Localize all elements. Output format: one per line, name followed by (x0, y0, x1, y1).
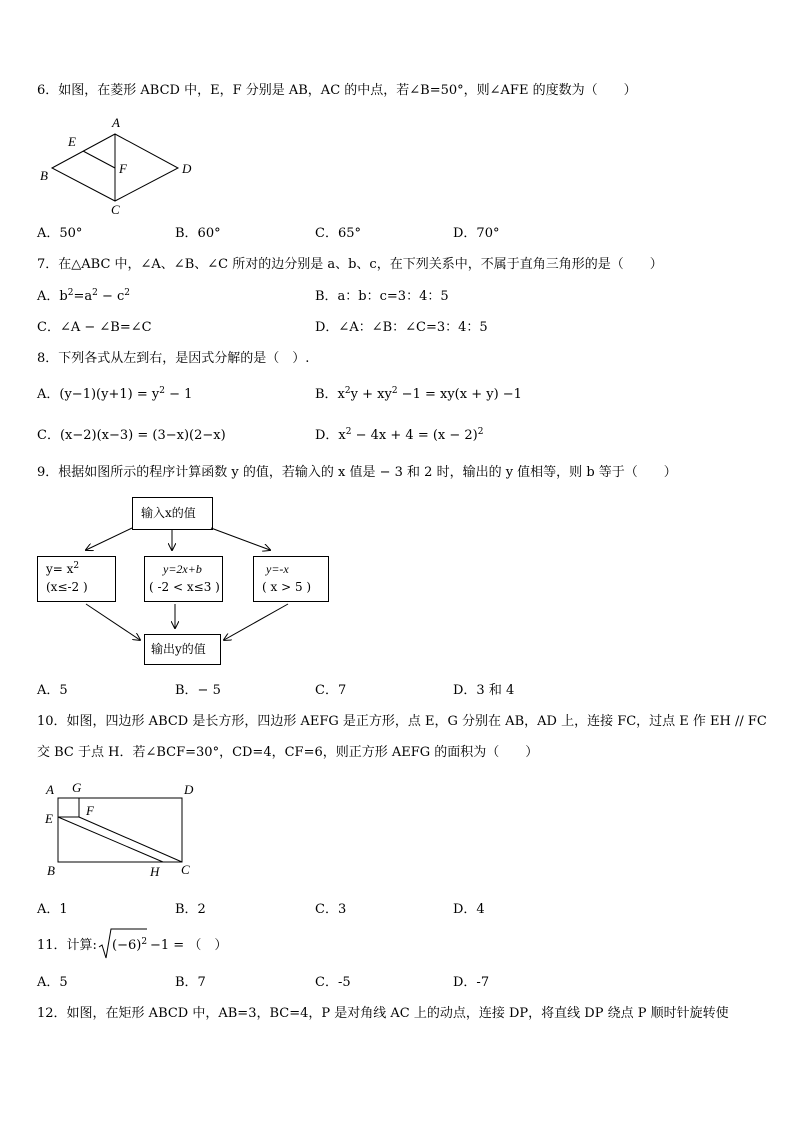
q9-stem: 9．根据如图所示的程序计算函数 y 的值，若输入的 x 值是 − 3 和 2 时，输出的 y 值相等，则 b 等于（ ） (37, 465, 677, 480)
flow-input-label: 输入x的值 (141, 506, 196, 520)
q8-option-d: D．$x^2 - 4x + 4 = (x - 2)^2$ (315, 427, 484, 443)
q10-stem-line1: 10．如图，四边形 ABCD 是长方形，四边形 AEFG 是正方形，点 E，G 分别在 AB，AD 上，连接 FC，过点 E 作 EH // FC (37, 714, 767, 729)
q10-label-g: G (72, 780, 82, 795)
q7-stem: 7．在△ABC 中，∠A、∠B、∠C 所对的边分别是 a、b、c，在下列关系中，不属于直角三角形的是（ ） (37, 257, 663, 272)
q7-option-a: A．$b^2=a^2 - c^2$ (37, 288, 131, 304)
q10-label-a: A (46, 782, 54, 797)
q10-label-c: C (181, 862, 190, 877)
q6-label-d: D (182, 161, 192, 176)
flow-branch3-condition: ( x > 5 ) (262, 580, 312, 594)
q8-option-a: A．$(y-1)(y+1) = y^2 - 1$ (37, 386, 193, 402)
q6-label-e: E (68, 134, 76, 149)
q10-label-b: B (47, 863, 55, 878)
q10-label-d: D (184, 782, 194, 797)
q9-option-c: C．7 (315, 683, 347, 698)
q6-label-b: B (40, 168, 48, 183)
q11-option-c: C．-5 (315, 975, 351, 990)
flow-branch1-formula: $y= x^2$ (46, 561, 80, 576)
q9-option-d: D．3 和 4 (453, 683, 515, 698)
flow-output-label: 输出y的值 (151, 642, 206, 656)
q11-stem-suffix: −1 = （ ） (150, 938, 228, 953)
q10-label-e: E (45, 811, 53, 826)
q6-label-f: F (119, 161, 127, 176)
q6-label-c: C (111, 202, 120, 217)
q12-stem: 12．如图，在矩形 ABCD 中，AB=3，BC=4，P 是对角线 AC 上的动点，连接 DP，将直线 DP 绕点 P 顺时针旋转使 (37, 1006, 729, 1021)
q10-label-f: F (86, 803, 94, 818)
q10-option-c: C．3 (315, 902, 347, 917)
q6-stem: 6．如图，在菱形 ABCD 中，E，F 分别是 AB，AC 的中点，若∠B=50°，则∠AFE 的度数为（ ） (37, 83, 637, 98)
q7-option-b: B．a：b：c=3：4：5 (315, 289, 449, 304)
q6-label-a: A (112, 115, 120, 130)
q11-option-b: B．7 (175, 975, 206, 990)
q7-option-c: C．∠A − ∠B=∠C (37, 320, 152, 335)
q11-option-a: A．5 (37, 975, 68, 990)
flow-branch1-condition: (x≤-2 ) (46, 580, 88, 594)
q6-option-b: B．60° (175, 226, 221, 241)
q10-option-d: D．4 (453, 902, 485, 917)
q6-option-c: C．65° (315, 226, 361, 241)
q9-option-a: A．5 (37, 683, 68, 698)
q6-option-a: A．50° (37, 226, 83, 241)
flow-branch2-formula: y=2x+b (163, 562, 202, 576)
q9-option-b: B．− 5 (175, 683, 221, 698)
flow-branch2-condition: ( -2 < x≤3 ) (149, 580, 220, 594)
q10-option-b: B．2 (175, 902, 206, 917)
q11-option-d: D．-7 (453, 975, 490, 990)
q10-label-h: H (150, 864, 160, 879)
q8-stem: 8．下列各式从左到右，是因式分解的是（ ）. (37, 351, 310, 366)
flow-branch3-formula: y=-x (266, 562, 289, 576)
q11-radicand: $(-6)^2$ (112, 937, 148, 953)
q6-option-d: D．70° (453, 226, 500, 241)
q8-option-b: B．$x^2y + xy^2 -1 = xy(x + y) -1$ (315, 386, 522, 402)
q7-option-d: D．∠A：∠B：∠C=3：4：5 (315, 320, 488, 335)
q10-option-a: A．1 (37, 902, 68, 917)
q10-stem-line2: 交 BC 于点 H．若∠BCF=30°，CD=4，CF=6，则正方形 AEFG 的面积为（ ） (37, 745, 539, 760)
q11-stem-prefix: 11．计算: (37, 938, 97, 953)
q8-option-c: C．(x−2)(x−3) = (3−x)(2−x) (37, 428, 226, 443)
